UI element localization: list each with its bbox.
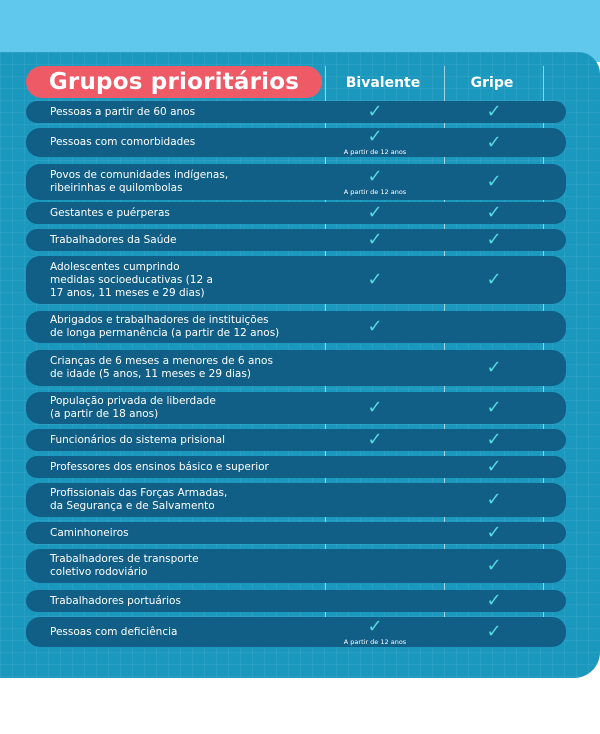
check-icon: ✓ (367, 126, 383, 147)
table-row (26, 483, 566, 517)
bivalente-cell (326, 392, 424, 424)
gripe-cell (445, 429, 543, 451)
gripe-cell (445, 617, 543, 647)
gripe-cell (445, 311, 543, 343)
check-icon: ✓ (367, 101, 383, 122)
check-icon: ✓ (486, 269, 502, 290)
check-icon: ✓ (367, 202, 383, 223)
bivalente-cell (326, 549, 424, 583)
gripe-cell (445, 164, 543, 200)
bivalente-cell (326, 617, 424, 647)
gripe-cell (445, 392, 543, 424)
table-row (26, 229, 566, 251)
row-label: Gestantes e puérperas (50, 206, 170, 219)
check-icon: ✓ (486, 621, 502, 642)
bivalente-cell (326, 101, 424, 123)
page-title: Grupos prioritários (26, 66, 322, 98)
age-note: A partir de 12 anos (343, 148, 407, 156)
row-label: Funcionários do sistema prisional (50, 433, 226, 446)
table-row (26, 617, 566, 647)
bivalente-cell (326, 202, 424, 224)
gripe-cell (445, 229, 543, 251)
check-icon: ✓ (367, 165, 383, 187)
row-label: Trabalhadores da Saúde (50, 233, 177, 246)
check-icon: ✓ (486, 171, 502, 192)
bivalente-cell (326, 522, 424, 544)
check-icon: ✓ (367, 397, 383, 418)
check-icon: ✓ (486, 456, 502, 477)
row-label: Trabalhadores de transporte coletivo rodoviário (50, 553, 199, 578)
column-header-gripe: Gripe (470, 75, 514, 91)
bivalente-cell (326, 483, 424, 517)
bivalente-cell (326, 311, 424, 343)
gripe-cell (445, 522, 543, 544)
row-label: Abrigados e trabalhadores de instituições de longa permanência (a partir de 12 anos) (50, 314, 280, 339)
gripe-cell (445, 256, 543, 304)
row-label: Povos de comunidades indígenas, ribeirinhas e quilombolas (50, 169, 229, 194)
table-row (26, 350, 566, 386)
check-icon: ✓ (367, 316, 383, 337)
gripe-cell (445, 101, 543, 123)
gripe-cell (445, 350, 543, 386)
row-label: Professores dos ensinos básico e superior (50, 460, 269, 473)
check-icon: ✓ (486, 357, 502, 378)
gripe-cell (445, 456, 543, 478)
row-label: Trabalhadores portuários (50, 594, 181, 607)
bivalente-cell (326, 164, 424, 200)
check-icon: ✓ (486, 429, 502, 450)
check-icon: ✓ (367, 429, 383, 450)
check-icon: ✓ (486, 397, 502, 418)
row-label: Profissionais das Forças Armadas, da Segurança e de Salvamento (50, 487, 228, 512)
age-note: A partir de 12 anos (343, 637, 407, 646)
age-note: A partir de 12 anos (343, 187, 407, 196)
check-icon: ✓ (486, 229, 502, 250)
table-row (26, 549, 566, 583)
check-icon: ✓ (367, 229, 383, 250)
table-row (26, 456, 566, 478)
table-row (26, 164, 566, 200)
gripe-cell (445, 549, 543, 583)
table-row (26, 590, 566, 612)
row-label: Pessoas a partir de 60 anos (50, 105, 196, 118)
check-icon: ✓ (486, 555, 502, 576)
row-label: Caminhoneiros (50, 526, 129, 539)
bivalente-cell (326, 256, 424, 304)
table-row (26, 101, 566, 123)
gripe-cell (445, 202, 543, 224)
table-row (26, 392, 566, 424)
bivalente-cell (326, 350, 424, 386)
table-row (26, 202, 566, 224)
bivalente-cell (326, 229, 424, 251)
bivalente-cell (326, 590, 424, 612)
bivalente-cell (326, 128, 424, 157)
check-icon: ✓ (367, 269, 383, 290)
row-label: Pessoas com comorbidades (50, 136, 196, 148)
check-icon: ✓ (486, 101, 502, 122)
bivalente-cell (326, 456, 424, 478)
gripe-cell (445, 128, 543, 157)
row-label: População privada de liberdade (a partir de 18 anos) (50, 395, 216, 420)
table-row (26, 256, 566, 304)
bivalente-cell (326, 429, 424, 451)
table-row (26, 522, 566, 544)
check-icon: ✓ (486, 489, 502, 510)
check-icon: ✓ (486, 202, 502, 223)
gripe-cell (445, 483, 543, 517)
check-icon: ✓ (486, 522, 502, 543)
check-icon: ✓ (486, 131, 502, 153)
row-label: Adolescentes cumprindo medidas socioeducativas (12 a 17 anos, 11 meses e 29 dias) (50, 260, 213, 299)
gripe-cell (445, 590, 543, 612)
column-header-bivalente: Bivalente (345, 75, 421, 91)
check-icon: ✓ (367, 615, 383, 637)
table-row (26, 311, 566, 343)
table-row (26, 429, 566, 451)
row-label: Pessoas com deficiência (50, 625, 178, 638)
table-row (26, 128, 566, 157)
check-icon: ✓ (486, 590, 502, 611)
row-label: Crianças de 6 meses a menores de 6 anos de idade (5 anos, 11 meses e 29 dias) (50, 355, 273, 380)
